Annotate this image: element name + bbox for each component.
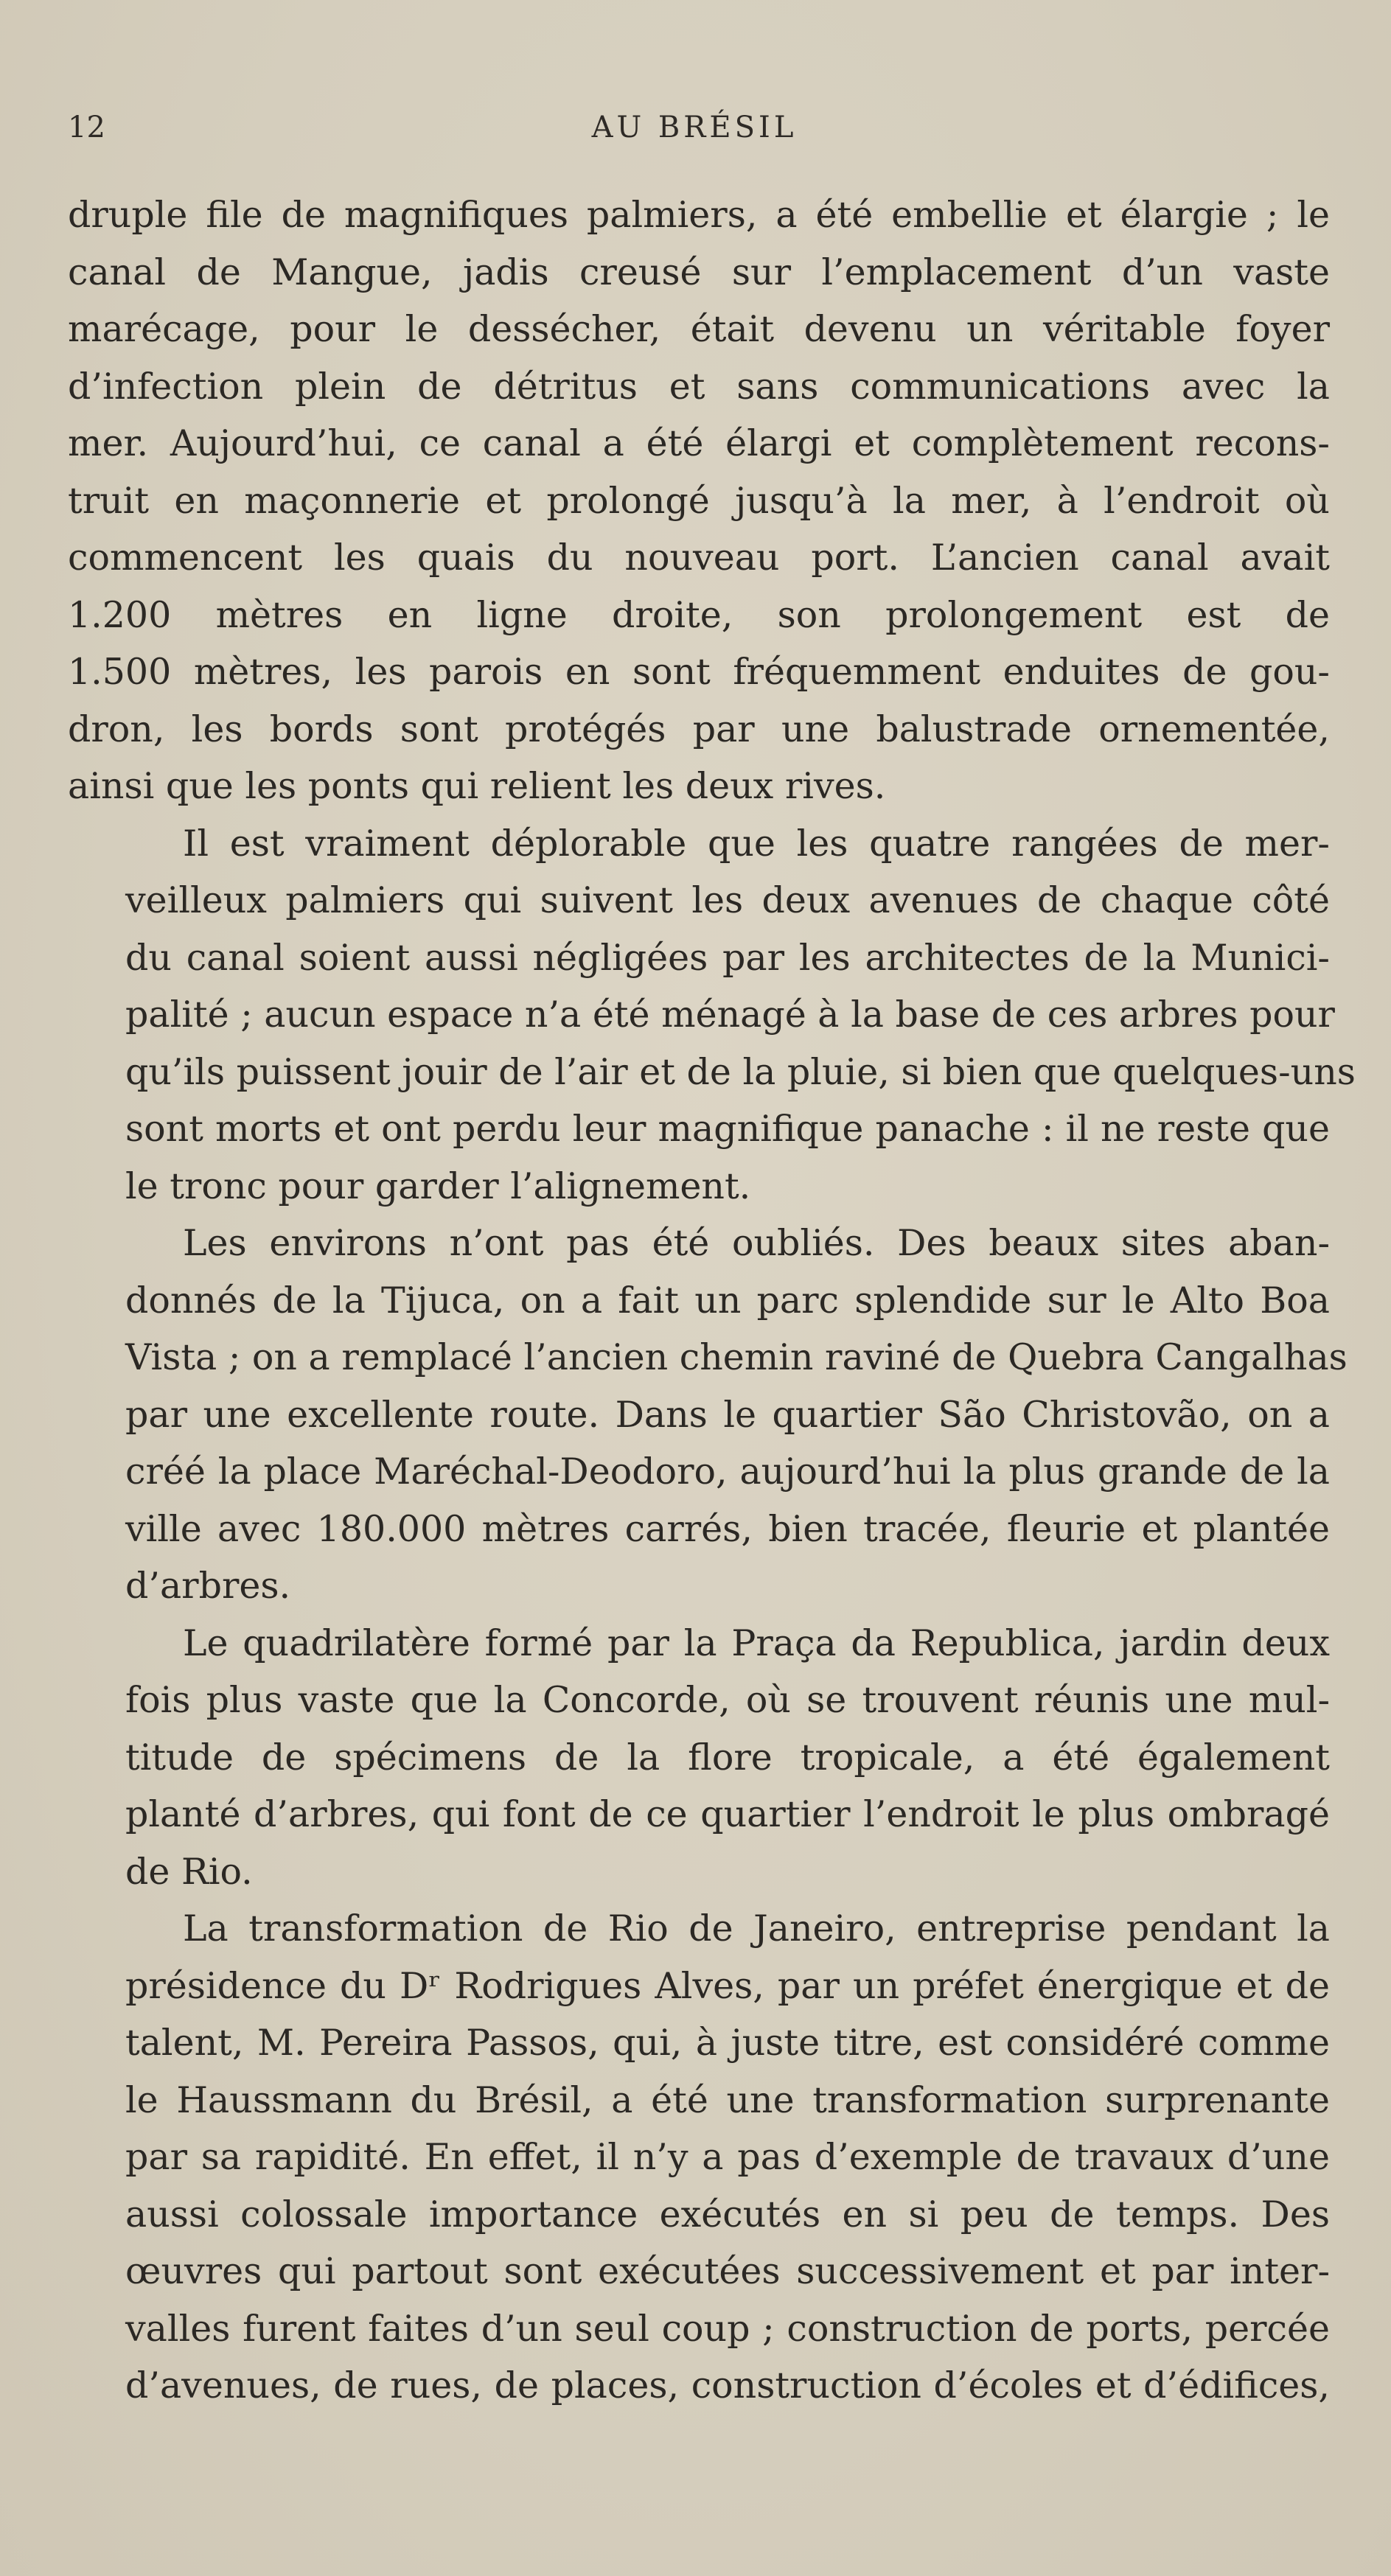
text-line: œuvres qui partout sont exécutées successivement et par inter- — [125, 2250, 1330, 2292]
paragraph-3 — [68, 1215, 1348, 1615]
text-line: 1.500 mètres, les parois en sont fréquemment enduites de gou- — [68, 651, 1330, 693]
text-line: présidence du Dʳ Rodrigues Alves, par un préfet énergique et de — [125, 1964, 1330, 2007]
text-line: par une excellente route. Dans le quartier São Christovão, on a — [125, 1393, 1330, 1436]
text-line: aussi colossale importance exécutés en si peu de temps. Des — [125, 2193, 1330, 2235]
text-line: d’arbres. — [125, 1565, 291, 1607]
text-line: canal de Mangue, jadis creusé sur l’emplacement d’un vaste — [68, 251, 1330, 293]
paragraph-1 — [68, 186, 1330, 815]
page-header — [68, 111, 1321, 155]
text-line: le Haussmann du Brésil, a été une transformation surprenante — [125, 2078, 1330, 2121]
text-line: commencent les quais du nouveau port. L’ancien canal avait — [68, 537, 1330, 579]
text-line: d’avenues, de rues, de places, construction d’écoles et d’édifices, — [125, 2364, 1330, 2406]
page-number: 12 — [68, 111, 105, 144]
paragraph-4 — [68, 1615, 1330, 1901]
text-line: donnés de la Tijuca, on a fait un parc splendide sur le Alto Boa — [125, 1279, 1330, 1322]
text-line: le tronc pour garder l’alignement. — [125, 1165, 751, 1207]
text-line: du canal soient aussi négligées par les architectes de la Munici- — [125, 936, 1330, 979]
text-line: marécage, pour le dessécher, était devenu un véritable foyer — [68, 308, 1330, 350]
text-line: Les environs n’ont pas été oubliés. Des beaux sites aban- — [183, 1222, 1330, 1264]
text-line: La transformation de Rio de Janeiro, entreprise pendant la — [183, 1907, 1330, 1950]
text-line: qu’ils puissent jouir de l’air et de la pluie, si bien que quelques-uns — [125, 1050, 1356, 1093]
text-line: Le quadrilatère formé par la Praça da Republica, jardin deux — [183, 1622, 1330, 1664]
text-line: créé la place Maréchal-Deodoro, aujourd’hui la plus grande de la — [125, 1451, 1330, 1493]
text-line: par sa rapidité. En effet, il n’y a pas d’exemple de travaux d’une — [125, 2136, 1330, 2178]
text-line: fois plus vaste que la Concorde, où se trouvent réunis une mul- — [125, 1679, 1330, 1721]
paragraph-2 — [68, 815, 1356, 1215]
text-line: mer. Aujourd’hui, ce canal a été élargi et complètement recons- — [68, 422, 1330, 464]
text-line: titude de spécimens de la flore tropicale, a été également — [125, 1736, 1330, 1779]
body-text — [68, 186, 1356, 2415]
text-line: valles furent faites d’un seul coup ; construction de ports, percée — [125, 2307, 1330, 2350]
text-line: Il est vraiment déplorable que les quatre rangées de mer- — [183, 822, 1330, 865]
text-line: talent, M. Pereira Passos, qui, à juste titre, est considéré comme — [125, 2022, 1330, 2064]
text-line: 1.200 mètres en ligne droite, son prolongement est de — [68, 593, 1330, 636]
text-line: veilleux palmiers qui suivent les deux avenues de chaque côté — [125, 879, 1330, 921]
text-line: ainsi que les ponts qui relient les deux rives. — [68, 765, 886, 807]
running-title: AU BRÉSIL — [591, 111, 798, 144]
text-line: ville avec 180.000 mètres carrés, bien tracée, fleurie et plantée — [125, 1507, 1330, 1550]
text-line: palité ; aucun espace n’a été ménagé à la base de ces arbres pour — [125, 994, 1335, 1036]
text-line: de Rio. — [125, 1850, 253, 1893]
text-line: Vista ; on a remplacé l’ancien chemin raviné de Quebra Cangalhas — [125, 1336, 1348, 1378]
text-line: planté d’arbres, qui font de ce quartier l’endroit le plus ombragé — [125, 1793, 1330, 1835]
text-line: druple file de magnifiques palmiers, a été embellie et élargie ; le — [68, 194, 1330, 236]
text-line: truit en maçonnerie et prolongé jusqu’à la mer, à l’endroit où — [68, 479, 1330, 522]
text-line: dron, les bords sont protégés par une balustrade ornementée, — [68, 708, 1330, 750]
text-line: d’infection plein de détritus et sans communications avec la — [68, 365, 1330, 408]
text-line: sont morts et ont perdu leur magnifique panache : il ne reste que — [125, 1108, 1330, 1150]
paragraph-5 — [68, 1900, 1330, 2415]
